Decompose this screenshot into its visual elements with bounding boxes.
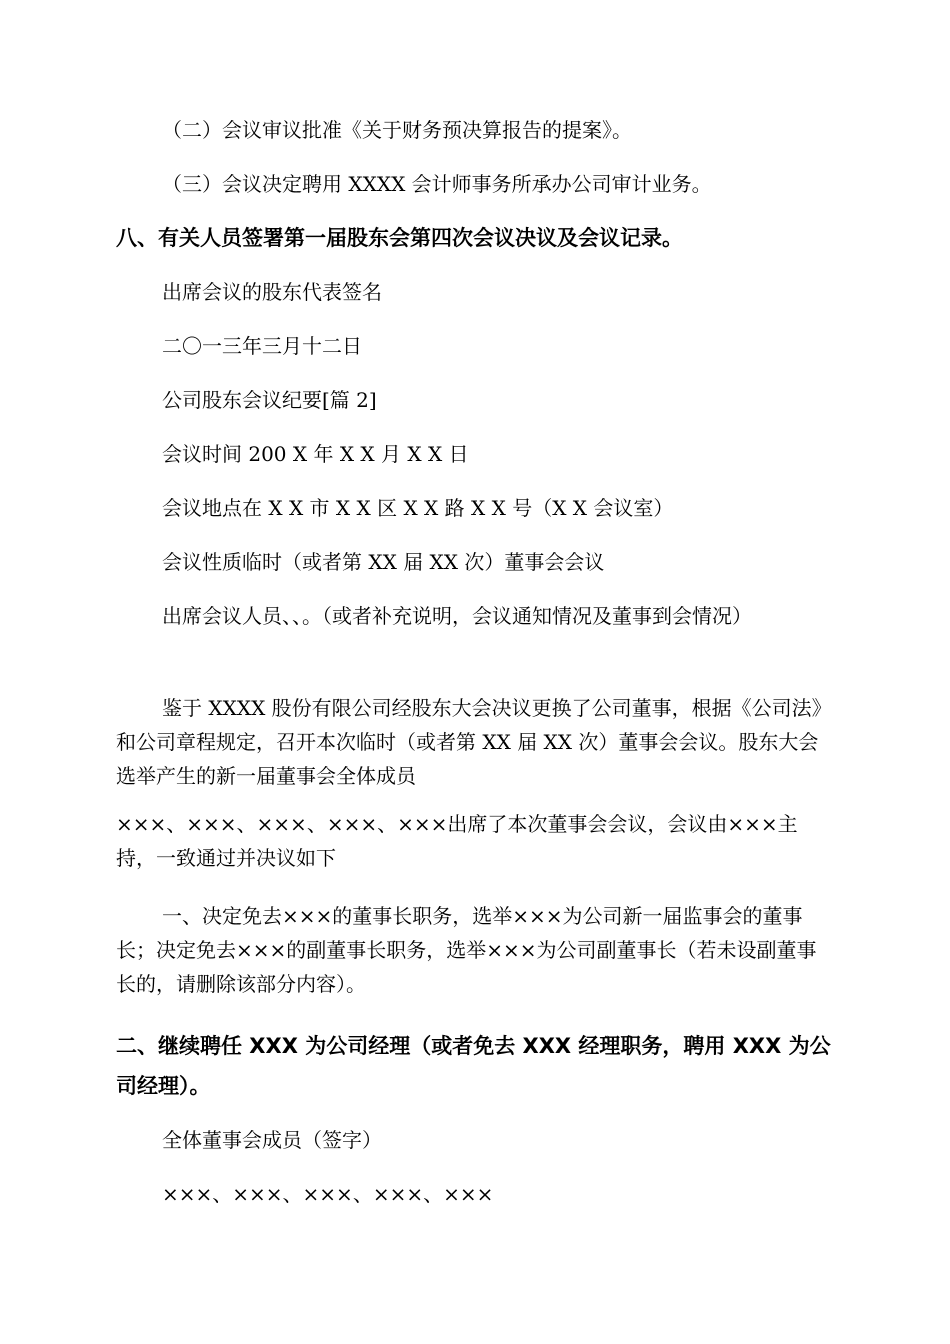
resolution-manager: 二、继续聘任 XXX 为公司经理（或者免去 XXX 经理职务，聘用 XXX 为公司经理）。 bbox=[116, 1034, 831, 1098]
meeting-preamble: 鉴于 XXXX 股份有限公司经股东大会决议更换了公司董事，根据《公司法》和公司章程规定，召开本次临时（或者第 XX 届 XX 次）董事会会议。股东大会选举产生的新一届董事会全体成员 bbox=[116, 696, 832, 788]
resolution-item-2: （二）会议审议批准《关于财务预决算报告的提案》。 bbox=[162, 118, 632, 142]
resolution-item-3: （三）会议决定聘用 XXXX 会计师事务所承办公司审计业务。 bbox=[162, 172, 712, 196]
article-title-part-2: 公司股东会议纪要[篇 2] bbox=[162, 388, 377, 412]
meeting-nature: 会议性质临时（或者第 XX 届 XX 次）董事会会议 bbox=[162, 550, 605, 574]
meeting-time: 会议时间 200 X 年 X X 月 X X 日 bbox=[162, 442, 469, 466]
shareholder-signature-line: 出席会议的股东代表签名 bbox=[162, 280, 382, 304]
section-heading-8: 八、有关人员签署第一届股东会第四次会议决议及会议记录。 bbox=[116, 226, 683, 250]
resolution-chairman: 一、决定免去×××的董事长职务，选举×××为公司新一届监事会的董事长；决定免去×××的副董事长职务，选举×××为公司副董事长（若未设副董事长的，请删除该部分内容）。 bbox=[116, 904, 817, 996]
board-signature-label: 全体董事会成员（签字） bbox=[162, 1128, 382, 1152]
meeting-attendees: 出席会议人员、、。（或者补充说明，会议通知情况及董事到会情况） bbox=[162, 604, 752, 628]
attending-directors: ×××、×××、×××、×××、×××出席了本次董事会会议，会议由×××主持，一致通过并决议如下 bbox=[116, 812, 798, 870]
meeting-location: 会议地点在 X X 市 X X 区 X X 路 X X 号（X X 会议室） bbox=[162, 496, 674, 520]
board-signature-names: ×××、×××、×××、×××、××× bbox=[162, 1182, 494, 1206]
document-date: 二〇一三年三月十二日 bbox=[162, 334, 362, 358]
